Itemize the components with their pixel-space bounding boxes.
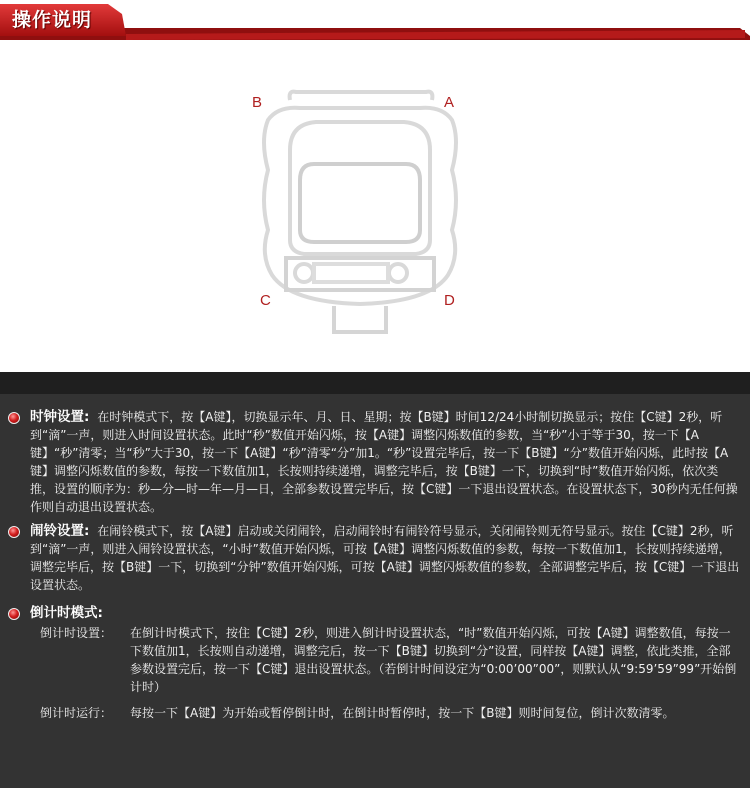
section-title: 倒计时模式: [30, 605, 103, 621]
button-label-b: B [252, 94, 263, 111]
section-body: 在时钟模式下，按【A键】，切换显示年、月、日、星期；按【B键】时间12/24小时制切换显示；按住【C键】2秒，听到“滴”一声，则进入时间设置状态。此时“秒”数值开始闪烁，按【A键】调整闪烁数值的参数，当“秒”小于等于30，按一下【A键】“秒”清零；当“秒”大于30，按一下【A键】“秒”清零“分”加1。“秒”设置完毕后，按一下【B键】“分”数值开始闪烁，此时按【A键】调整闪烁数值的参数，每按一下数值加1，长按则持续递增，调整完毕后，按【B键】一下，切换到“时”数值开始闪烁，依次类推，设置的顺序为：秒—分—时—年—月—日，全部参数设置完毕后，按【C键】一下退出设置状态。在设置状态下，30秒内无任何操作则自动退出设置状态。 [30, 410, 738, 514]
header-banner-shape [0, 0, 750, 46]
section-alarm-setting [8, 522, 742, 594]
countdown-run [30, 704, 742, 722]
bullet-icon [8, 526, 20, 538]
stopwatch-diagram [230, 80, 490, 350]
countdown-setting [30, 624, 742, 696]
bullet-icon [8, 412, 20, 424]
section-clock-setting [8, 408, 742, 516]
countdown-run-body: 每按一下【A键】为开始或暂停倒计时，在倒计时暂停时，按一下【B键】则时间复位，倒计次数清零。 [130, 706, 675, 720]
header-title: 操作说明 [12, 9, 93, 31]
countdown-setting-body: 在倒计时模式下，按住【C键】2秒，则进入倒计时设置状态，“时”数值开始闪烁，可按【A键】调整数值，每按一下数值加1，长按则自动递增，调整完后，按一下【B键】切换到“分”设置，同样按【A键】调整，依此类推，全部参数设置完后，按一下【C键】退出设置状态。（若倒计时间设定为“0:00’00”00”，则默认从“9:59’59”99”开始倒计时） [130, 626, 737, 694]
button-label-a: A [444, 94, 455, 111]
panel-top-strip [0, 372, 750, 394]
section-body: 在闹铃模式下，按【A键】启动或关闭闹铃，启动闹铃时有闹铃符号显示，关闭闹铃则无符号显示。按住【C键】2秒，听到“滴”一声，则进入闹铃设置状态，“小时”数值开始闪烁，可按【A键】调整闪烁数值的参数，每按一下数值加1，长按则持续递增，调整完毕后，按【B键】一下，切换到“分钟”数值开始闪烁，可按【A键】调整闪烁数值的参数，全部调整完毕后，按【C键】一下退出设置状态。 [30, 524, 740, 592]
bullet-icon [8, 608, 20, 620]
section-title: 闹铃设置: [30, 523, 90, 539]
section-title: 时钟设置: [30, 409, 90, 425]
section-countdown-mode [8, 604, 742, 722]
button-label-c: C [260, 292, 271, 309]
section-header-banner [0, 0, 750, 46]
instructions-panel [0, 372, 750, 788]
button-label-d: D [444, 292, 455, 309]
instructions-content [8, 408, 742, 728]
countdown-setting-label: 倒计时设置： [40, 626, 113, 640]
stopwatch-outline [230, 80, 490, 350]
countdown-run-label: 倒计时运行： [40, 706, 113, 720]
